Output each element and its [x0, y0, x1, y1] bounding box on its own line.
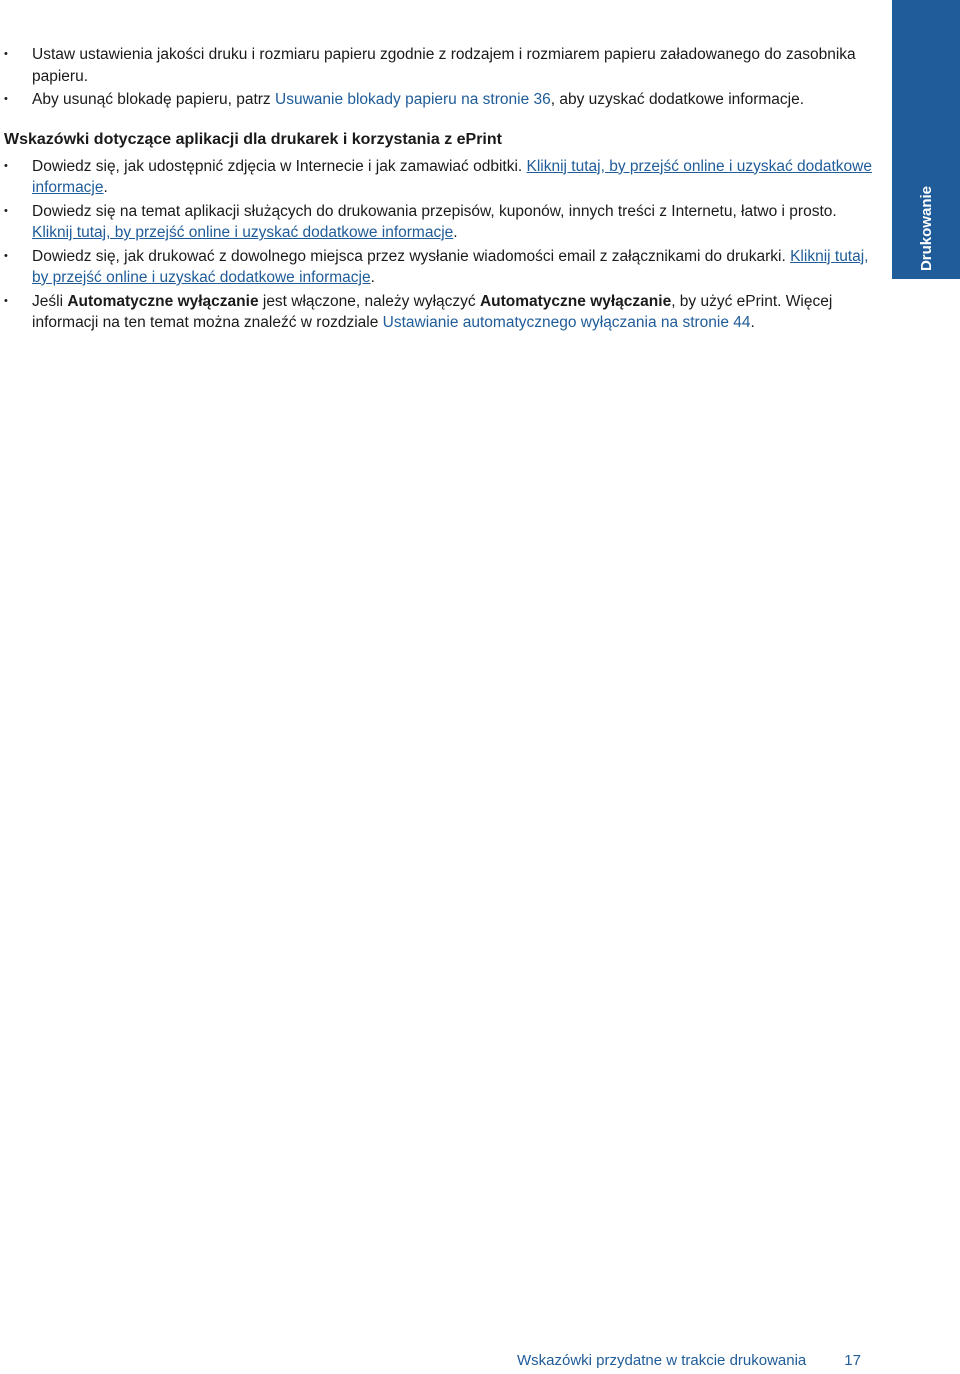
online-info-link[interactable]: Kliknij tutaj, by przejść online i uzyskać dodatkowe informacje [32, 224, 454, 241]
bullet-icon: • [4, 294, 8, 307]
item-text: . [750, 314, 755, 331]
item-text: Dowiedz się, jak udostępnić zdjęcia w Internecie i jak zamawiać odbitki. [32, 157, 527, 175]
item-text: jest włączone, należy wyłączyć [258, 292, 480, 310]
page-content [0, 44, 880, 336]
bullet-icon: • [4, 48, 8, 60]
item-text: Jeśli [32, 292, 68, 310]
item-text: , aby uzyskać dodatkowe informacje. [550, 91, 805, 108]
tips-bullet-list [0, 156, 880, 334]
online-info-link[interactable]: Kliknij tutaj, by przejść online i uzyskać dodatkowe informacje [32, 157, 872, 196]
section-heading: Wskazówki dotyczące aplikacji dla drukarek i korzystania z ePrint [4, 130, 502, 148]
item-text: . [103, 179, 108, 196]
bold-term: Automatyczne wyłączanie [479, 292, 672, 310]
top-bullet-list [0, 44, 880, 111]
auto-off-link[interactable]: Ustawianie automatycznego wyłączania na stronie 44 [382, 314, 751, 331]
footer-title: Wskazówki przydatne w trakcie drukowania [517, 1352, 807, 1369]
list-item [0, 44, 880, 87]
item-text: , by użyć ePrint. Więcej informacji na ten temat można znaleźć w rozdziale [32, 292, 833, 331]
online-info-link[interactable]: Kliknij tutaj, by przejść online i uzyskać dodatkowe informacje [32, 247, 869, 286]
item-text: Dowiedz się na temat aplikacji służących do drukowania przepisów, kuponów, innych treści z Internetu, łatwo i prosto. [32, 202, 837, 220]
list-item [0, 201, 880, 244]
item-text: Ustaw ustawienia jakości druku i rozmiaru papieru zgodnie z rodzajem i rozmiarem papieru załadowanego do zasobnika papieru. [32, 46, 856, 85]
list-item [0, 246, 880, 289]
page-footer [517, 1352, 861, 1369]
item-text: Aby usunąć blokadę papieru, patrz [32, 91, 275, 108]
item-text: . [453, 224, 458, 241]
bold-term: Automatyczne wyłączanie [67, 292, 259, 310]
bullet-icon: • [4, 249, 8, 262]
section-tab [892, 0, 960, 279]
list-item [0, 89, 880, 111]
bullet-icon: • [4, 93, 8, 105]
section-tab-label: Drukowanie [917, 185, 935, 271]
list-item [0, 291, 880, 334]
item-text: Dowiedz się, jak drukować z dowolnego miejsca przez wysłanie wiadomości email z załącznikami do drukarki. [32, 247, 791, 265]
paper-jam-link[interactable]: Usuwanie blokady papieru na stronie 36 [275, 91, 551, 108]
item-text: . [370, 269, 375, 286]
bullet-icon: • [4, 204, 8, 217]
list-item [0, 156, 880, 199]
bullet-icon: • [4, 159, 8, 172]
page-number: 17 [844, 1352, 861, 1369]
